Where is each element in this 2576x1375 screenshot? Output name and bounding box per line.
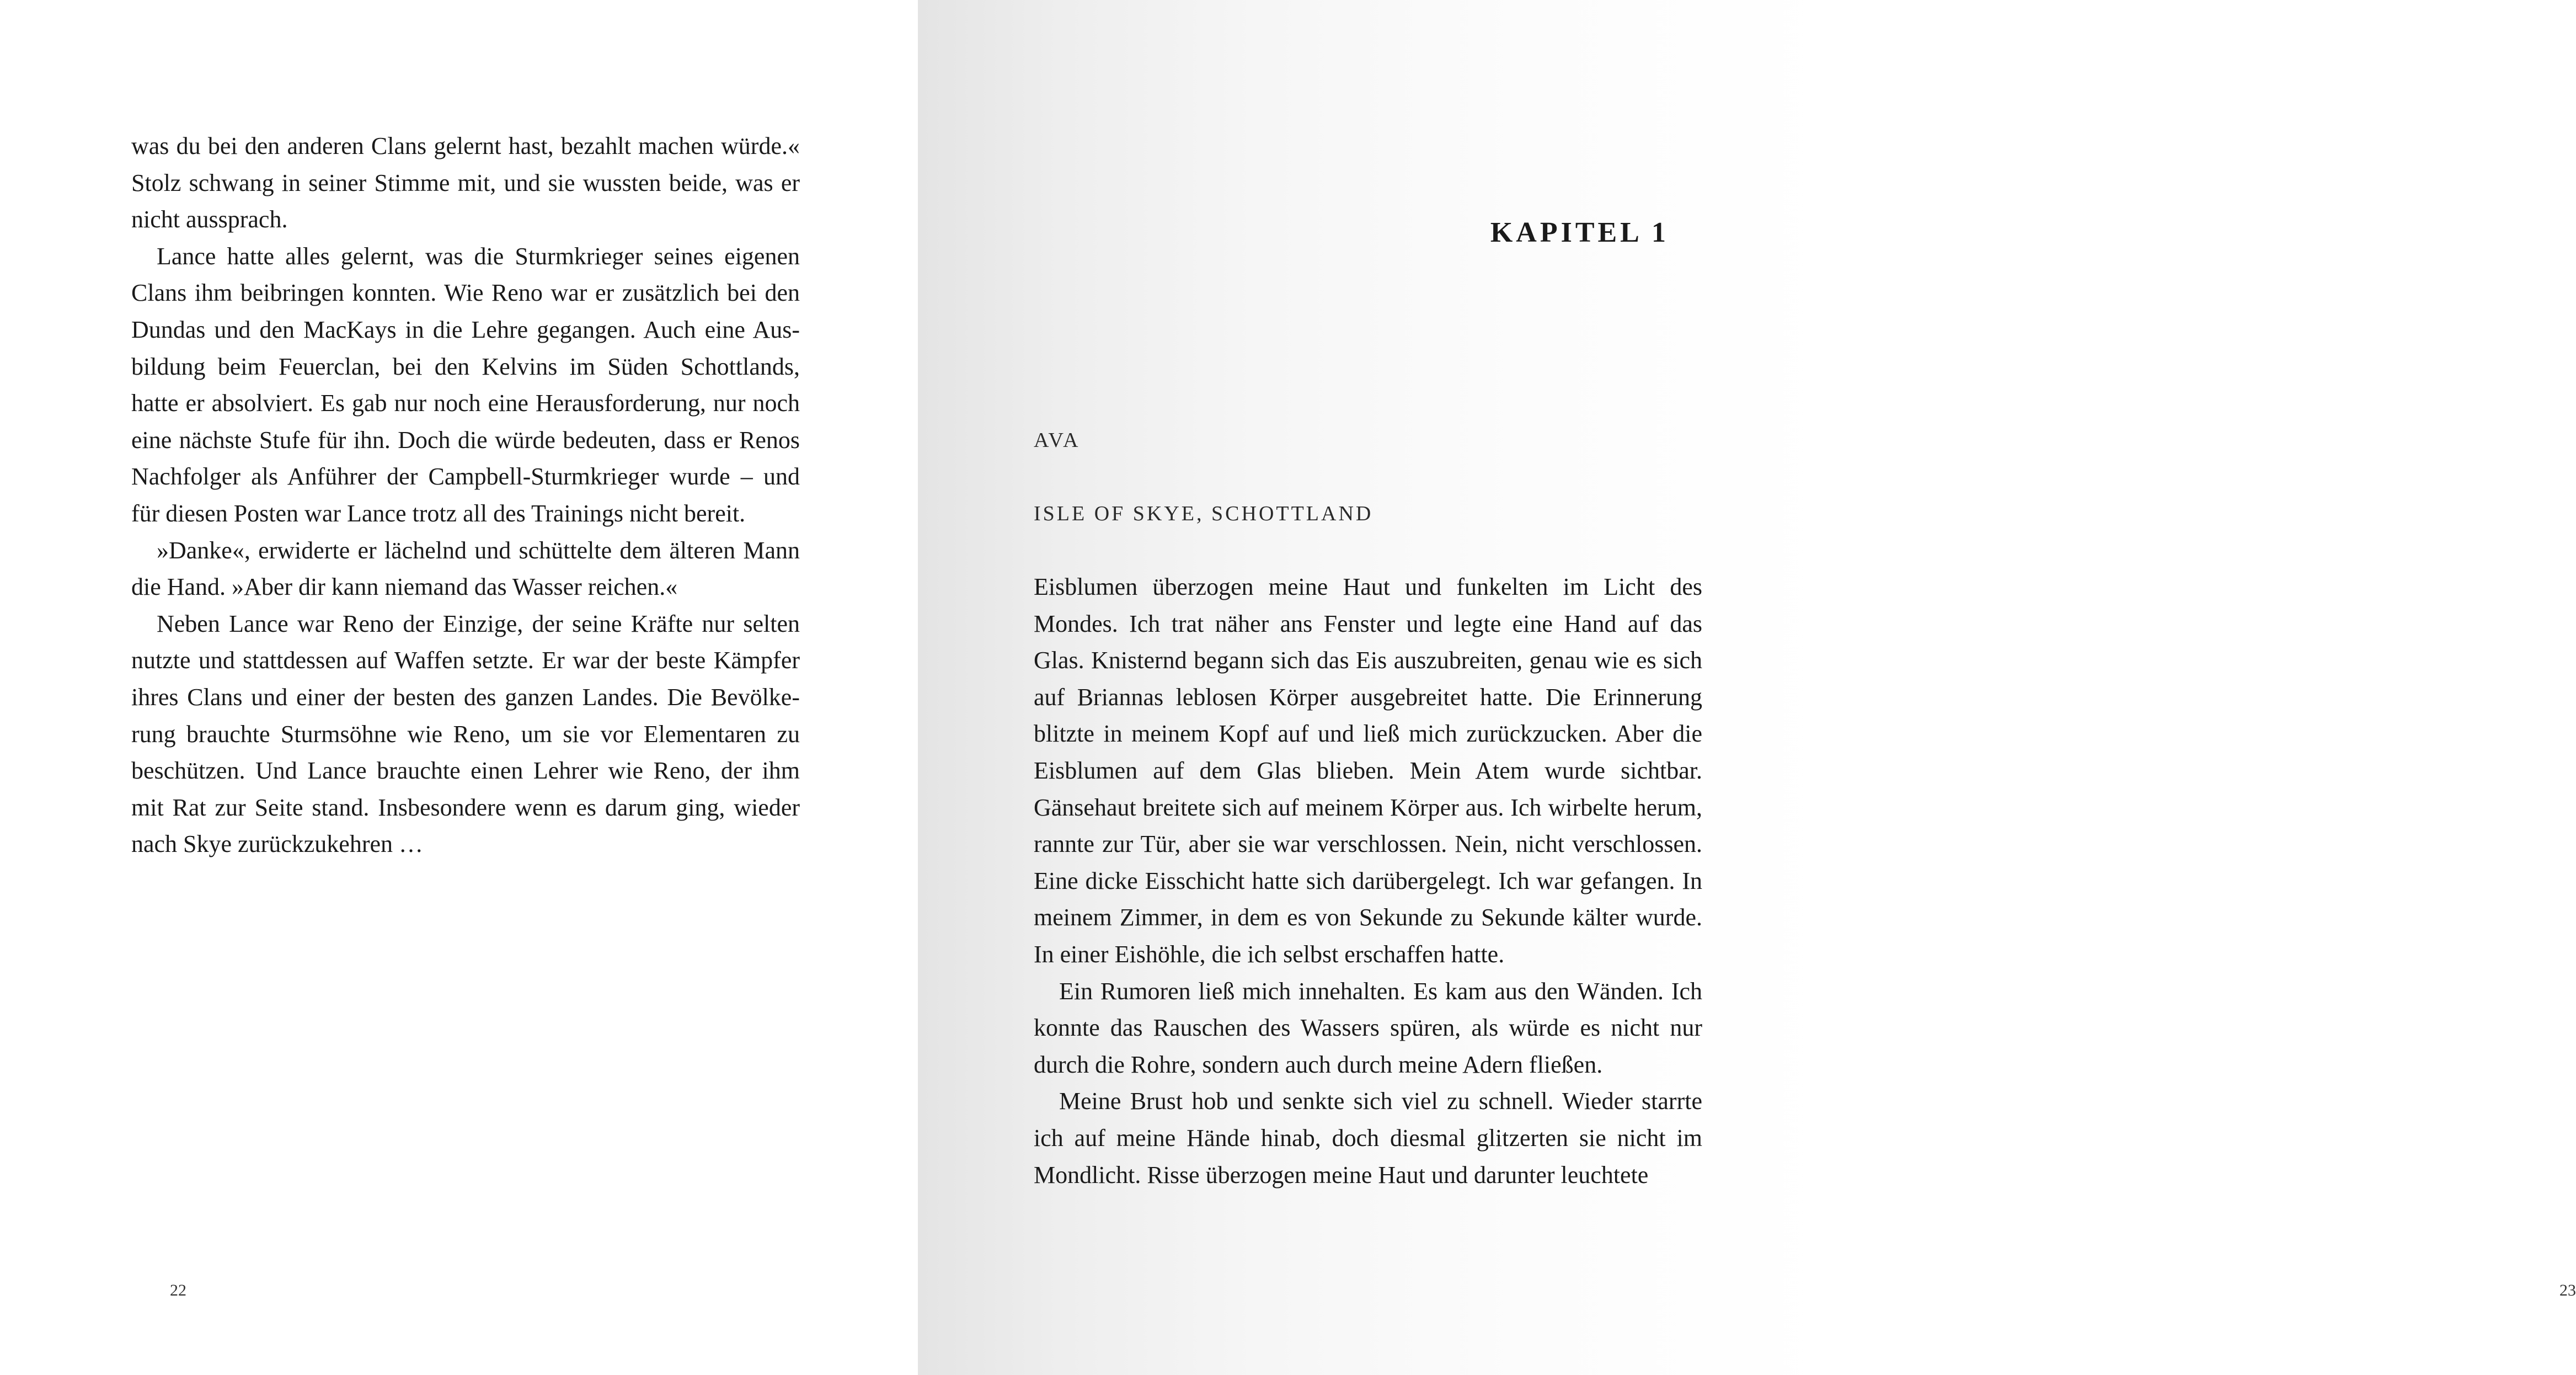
location-label: ISLE OF SKYE, SCHOTTLAND	[1034, 502, 1373, 525]
paragraph: was du bei den anderen Clans gelernt hast, bezahlt machen würde.« Stolz schwang in seiner Stimme mit, und sie wussten beide, was er nicht aussprach.	[131, 132, 800, 233]
paragraph: Meine Brust hob und senkte sich viel zu schnell. Wieder starrte ich auf meine Hände hinab, doch diesmal glitzerten sie nicht im Mondlicht. Risse überzogen meine Haut und darunter leuchtete	[1034, 1088, 1702, 1189]
right-page-body	[1034, 569, 1702, 1193]
left-page	[0, 0, 918, 1375]
paragraph: Neben Lance war Reno der Einzige, der seine Kräfte nur selten nutzte und stattdessen auf Waffen setzte. Er war der beste Kämpfer ihres Clans und einer der besten des ganzen Landes. Die Bevölkerung brauchte Sturmsöhne wie Reno, um sie vor Elementaren zu beschützen. Und Lance brauchte einen Lehrer wie Reno, der ihm mit Rat zur Seite stand. Insbesondere wenn es darum ging, wieder nach Skye zurückzukehren …	[131, 610, 800, 858]
page-number-left: 22	[170, 1281, 186, 1299]
paragraph: Eisblumen überzogen meine Haut und funkelten im Licht des Mondes. Ich trat näher ans Fenster und legte eine Hand auf das Glas. Knisternd begann sich das Eis auszubreiten, genau wie es sich auf Briannas leblosen Körper ausgebreitet hatte. Die Erinnerung blitzte in meinem Kopf auf und ließ mich zurückzucken. Aber die Eisblumen auf dem Glas blieben. Mein Atem wurde sichtbar. Gänsehaut breitete sich auf meinem Körper aus. Ich wirbelte herum, rannte zur Tür, aber sie war verschlossen. Nein, nicht verschlossen. Eine dicke Eisschicht hatte sich darübergelegt. Ich war gefangen. In meinem Zimmer, in dem es von Sekunde zu Sekunde kälter wurde. In einer Eishöhle, die ich selbst erschaffen hatte.	[1034, 573, 1702, 968]
paragraph: Lance hatte alles gelernt, was die Sturmkrieger seines eigenen Clans ihm beibringen konnten. Wie Reno war er zusätzlich bei den Dundas und den MacKays in die Lehre gegangen. Auch eine Ausbildung beim Feuerclan, bei den Kelvins im Süden Schottlands, hatte er absolviert. Es gab nur noch eine Herausforderung, nur noch eine nächste Stufe für ihn. Doch die würde bedeuten, dass er Renos Nachfolger als Anführer der Campbell-Sturmkrieger wurde – und für diesen Posten war Lance trotz all des Trainings nicht bereit.	[131, 242, 800, 527]
right-page	[918, 0, 2576, 1375]
page-number-right: 23	[2559, 1281, 2576, 1299]
paragraph: Ein Rumoren ließ mich innehalten. Es kam aus den Wänden. Ich konnte das Rauschen des Wassers spüren, als würde es nicht nur durch die Rohre, sondern auch durch meine Adern fließen.	[1034, 977, 1702, 1078]
left-page-body	[131, 128, 800, 863]
paragraph: »Danke«, erwiderte er lächelnd und schüttelte dem älteren Mann die Hand. »Aber dir kann niemand das Wasser reichen.«	[131, 536, 800, 601]
chapter-title: KAPITEL 1	[1490, 217, 1669, 248]
pov-character-label: AVA	[1034, 429, 1081, 452]
